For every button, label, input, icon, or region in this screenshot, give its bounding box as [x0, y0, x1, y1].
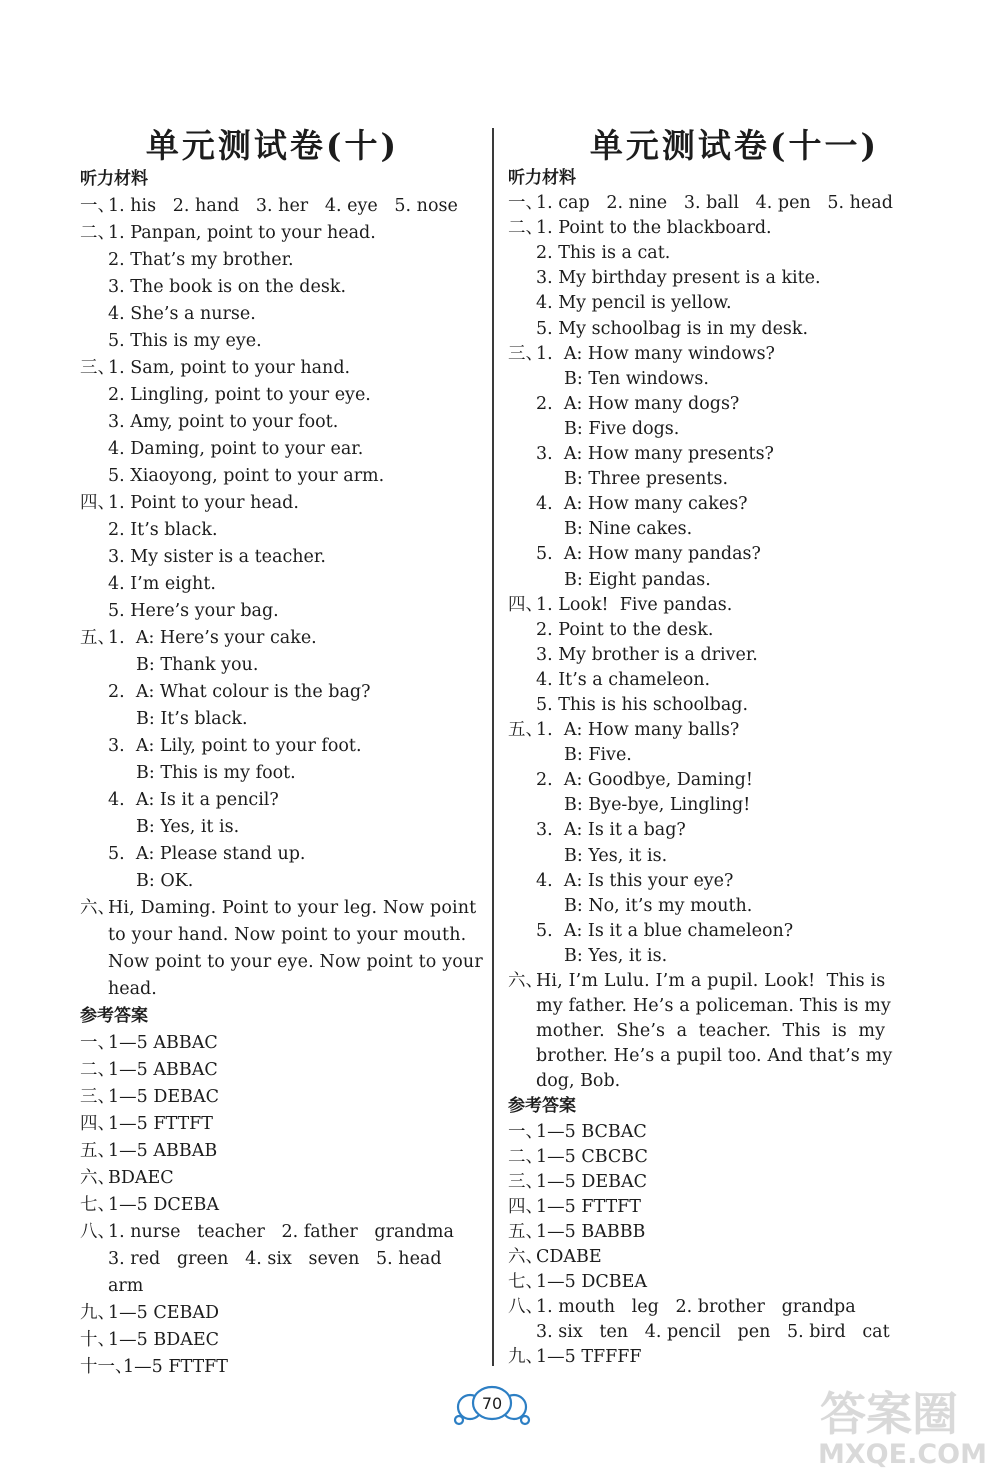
text-line: [508, 668, 913, 693]
line-text: 3. The book is on the desk.: [108, 277, 347, 297]
line-text: arm: [108, 1276, 144, 1296]
text-line: [508, 869, 913, 894]
line-text: 1—5 CBCBC: [536, 1146, 648, 1167]
text-line: [80, 598, 485, 625]
section-number: 六、: [80, 1168, 115, 1188]
line-text: 3. My brother is a driver.: [536, 644, 758, 665]
line-text: 1. A: Here’s your cake.: [108, 628, 317, 648]
line-text: to your hand. Now point to your mouth.: [108, 925, 467, 945]
line-text: 1—5 ABBAC: [108, 1033, 218, 1053]
text-line: [508, 1145, 913, 1170]
line-text: 1. Point to the blackboard.: [536, 218, 772, 239]
text-line: [80, 733, 485, 760]
line-text: brother. He’s a pupil too. And that’s my: [536, 1046, 893, 1067]
section-number: 三、: [508, 1171, 543, 1192]
answers-heading: 参考答案: [80, 1006, 148, 1026]
text-line: [508, 1295, 913, 1320]
line-text: 2. It’s black.: [108, 520, 218, 540]
line-text: 4. A: Is this your eye?: [536, 870, 734, 891]
section-number: 八、: [80, 1222, 115, 1242]
section-number: 二、: [508, 1146, 543, 1167]
line-text: B: Three presents.: [564, 469, 729, 490]
line-text: 5. A: Please stand up.: [108, 844, 306, 864]
text-line: [508, 894, 913, 919]
text-line: [80, 652, 485, 679]
watermark-url: MXQE.COM: [818, 1439, 987, 1468]
listening-material: [508, 191, 913, 1094]
line-text: B: Thank you.: [136, 655, 259, 675]
line-text: 2. A: Goodbye, Daming!: [536, 770, 753, 791]
line-text: 5. Here’s your bag.: [108, 601, 279, 621]
line-text: 3. My birthday present is a kite.: [536, 268, 821, 289]
section-number: 二、: [508, 218, 543, 239]
text-line: [508, 417, 913, 442]
section-number: 一、: [80, 1033, 115, 1053]
line-text: 2. That’s my brother.: [108, 250, 294, 270]
line-text: B: Yes, it is.: [564, 845, 668, 866]
section-number: 四、: [80, 493, 115, 513]
section-number: 一、: [80, 196, 115, 216]
text-line: [80, 976, 485, 1003]
text-line: [80, 1111, 485, 1138]
text-line: [508, 1069, 913, 1094]
line-text: BDAEC: [108, 1168, 174, 1188]
text-line: [80, 544, 485, 571]
line-text: 3. Amy, point to your foot.: [108, 412, 339, 432]
text-line: [80, 436, 485, 463]
text-line: [80, 895, 485, 922]
line-text: 1—5 FTTFT: [123, 1357, 228, 1377]
line-text: 4. A: How many cakes?: [536, 494, 748, 515]
text-line: [508, 743, 913, 768]
text-line: [80, 922, 485, 949]
text-line: [80, 1354, 485, 1381]
line-text: B: Nine cakes.: [564, 519, 693, 540]
column-divider: [492, 128, 494, 1366]
text-line: [80, 463, 485, 490]
text-line: [508, 1170, 913, 1195]
text-line: [80, 949, 485, 976]
line-text: 5. Xiaoyong, point to your arm.: [108, 466, 385, 486]
line-text: 1—5 DEBAC: [536, 1171, 648, 1192]
section-number: 七、: [508, 1272, 543, 1293]
line-text: 1. A: How many windows?: [536, 343, 775, 364]
page-number: 70: [481, 1394, 503, 1413]
text-line: [508, 593, 913, 618]
section-number: 九、: [508, 1347, 543, 1368]
section-number: 七、: [80, 1195, 115, 1215]
text-line: [80, 220, 485, 247]
text-line: [508, 969, 913, 994]
text-line: [508, 994, 913, 1019]
section-number: 四、: [80, 1114, 115, 1134]
line-text: 1—5 FTTFT: [108, 1114, 213, 1134]
section-number: 六、: [508, 971, 543, 991]
line-text: 2. Lingling, point to your eye.: [108, 385, 371, 405]
line-text: 2. Point to the desk.: [536, 619, 714, 640]
line-text: 3. My sister is a teacher.: [108, 547, 326, 567]
text-line: [508, 1044, 913, 1069]
text-line: [508, 844, 913, 869]
text-line: [80, 1138, 485, 1165]
text-line: [80, 1192, 485, 1219]
line-text: 1. A: How many balls?: [536, 720, 740, 741]
text-line: [508, 1220, 913, 1245]
text-line: [508, 1120, 913, 1145]
text-line: [508, 818, 913, 843]
line-text: my father. He’s a policeman. This is my: [536, 996, 891, 1017]
section-number: 四、: [508, 594, 543, 615]
line-text: Hi, I’m Lulu. I’m a pupil. Look! This is: [536, 971, 886, 991]
line-text: 1—5 DCEBA: [108, 1195, 220, 1215]
line-text: Hi, Daming. Point to your leg. Now point: [108, 898, 477, 918]
line-text: 1—5 ABBAB: [108, 1141, 218, 1161]
section-number: 五、: [80, 628, 115, 648]
line-text: CDABE: [536, 1247, 602, 1268]
line-text: 4. My pencil is yellow.: [536, 293, 732, 314]
line-text: mother. She’s a teacher. This is my: [536, 1021, 886, 1042]
line-text: 4. It’s a chameleon.: [536, 669, 711, 690]
text-line: [508, 693, 913, 718]
text-line: [508, 793, 913, 818]
test-title-10: 单元测试卷(十): [145, 126, 400, 165]
section-number: 一、: [508, 193, 543, 214]
section-number: 二、: [80, 223, 115, 243]
text-line: [80, 301, 485, 328]
text-line: [508, 392, 913, 417]
line-text: 3. A: How many presents?: [536, 444, 774, 465]
line-text: B: It’s black.: [136, 709, 248, 729]
text-line: [80, 355, 485, 382]
section-number: 五、: [80, 1141, 115, 1161]
line-text: 1—5 DCBEA: [536, 1272, 648, 1293]
text-line: [80, 1165, 485, 1192]
section-number: 八、: [508, 1297, 543, 1318]
text-line: [80, 814, 485, 841]
test-title-11: 单元测试卷(十一): [589, 126, 880, 165]
text-line: [80, 760, 485, 787]
text-line: [508, 1195, 913, 1220]
line-text: B: No, it’s my mouth.: [564, 895, 753, 916]
text-line: [80, 517, 485, 544]
page-number-badge: [452, 1380, 532, 1430]
text-line: [80, 787, 485, 814]
line-text: 1—5 BABBB: [536, 1221, 646, 1242]
line-text: 4. A: Is it a pencil?: [108, 790, 279, 810]
line-text: B: This is my foot.: [136, 763, 296, 783]
line-text: B: Yes, it is.: [136, 817, 240, 837]
section-number: 三、: [80, 358, 115, 378]
line-text: B: Five.: [564, 745, 632, 766]
text-line: [80, 1030, 485, 1057]
text-line: [508, 1345, 913, 1370]
text-line: [508, 342, 913, 367]
line-text: B: Bye-bye, Lingling!: [564, 795, 751, 816]
line-text: 1—5 CEBAD: [108, 1303, 220, 1323]
text-line: [508, 241, 913, 266]
line-text: 5. A: Is it a blue chameleon?: [536, 920, 794, 941]
line-text: 1. nurse teacher 2. father grandma: [108, 1222, 454, 1242]
line-text: Now point to your eye. Now point to your: [108, 952, 483, 972]
text-line: [80, 841, 485, 868]
text-line: [80, 1300, 485, 1327]
section-number: 六、: [80, 898, 115, 918]
line-text: 3. A: Is it a bag?: [536, 820, 686, 841]
line-text: 3. red green 4. six seven 5. head: [108, 1249, 442, 1269]
line-text: 4. Daming, point to your ear.: [108, 439, 364, 459]
section-number: 六、: [508, 1247, 543, 1268]
line-text: 2. A: What colour is the bag?: [108, 682, 371, 702]
text-line: [80, 247, 485, 274]
line-text: B: Five dogs.: [564, 418, 680, 439]
line-text: 5. A: How many pandas?: [536, 544, 761, 565]
text-line: [80, 706, 485, 733]
line-text: 1—5 BDAEC: [108, 1330, 220, 1350]
listening-material: [80, 193, 485, 1003]
section-number: 九、: [80, 1303, 115, 1323]
line-text: 3. A: Lily, point to your foot.: [108, 736, 362, 756]
text-line: [80, 1219, 485, 1246]
line-text: 1. Panpan, point to your head.: [108, 223, 376, 243]
watermark-logo: [806, 1380, 996, 1468]
text-line: [508, 1019, 913, 1044]
section-number: 五、: [508, 720, 543, 741]
text-line: [508, 944, 913, 969]
text-line: [80, 1327, 485, 1354]
text-line: [508, 1245, 913, 1270]
text-line: [508, 367, 913, 392]
line-text: 1. cap 2. nine 3. ball 4. pen 5. head: [536, 193, 893, 214]
text-line: [80, 409, 485, 436]
line-text: B: Eight pandas.: [564, 569, 711, 590]
answer-key: [508, 1120, 913, 1371]
line-text: B: Yes, it is.: [564, 945, 668, 966]
text-line: [508, 517, 913, 542]
line-text: 1. Sam, point to your hand.: [108, 358, 351, 378]
line-text: 1. his 2. hand 3. her 4. eye 5. nose: [108, 196, 458, 216]
section-number: 一、: [508, 1121, 543, 1142]
text-line: [80, 625, 485, 652]
text-line: [80, 1084, 485, 1111]
left-column: [80, 128, 485, 1381]
line-text: 5. This is his schoolbag.: [536, 694, 749, 715]
text-line: [80, 328, 485, 355]
line-text: dog, Bob.: [536, 1071, 621, 1092]
text-line: [508, 1270, 913, 1295]
text-line: [508, 718, 913, 743]
text-line: [80, 1246, 485, 1273]
text-line: [508, 216, 913, 241]
text-line: [80, 490, 485, 517]
text-line: [80, 382, 485, 409]
text-line: [508, 618, 913, 643]
right-column: [508, 128, 913, 1371]
section-number: 十、: [80, 1330, 115, 1350]
listening-heading: 听力材料: [508, 168, 576, 188]
text-line: [80, 571, 485, 598]
listening-heading: 听力材料: [80, 169, 148, 189]
text-line: [80, 274, 485, 301]
line-text: B: OK.: [136, 871, 194, 891]
section-number: 三、: [80, 1087, 115, 1107]
line-text: 1—5 BCBAC: [536, 1121, 647, 1142]
text-line: [80, 868, 485, 895]
line-text: 1. Point to your head.: [108, 493, 299, 513]
section-number: 五、: [508, 1221, 543, 1242]
line-text: B: Ten windows.: [564, 368, 709, 389]
line-text: 2. This is a cat.: [536, 243, 671, 264]
line-text: 2. A: How many dogs?: [536, 393, 740, 414]
line-text: head.: [108, 979, 157, 999]
line-text: 1—5 DEBAC: [108, 1087, 220, 1107]
line-text: 5. My schoolbag is in my desk.: [536, 318, 809, 339]
line-text: 1—5 ABBAC: [108, 1060, 218, 1080]
text-line: [508, 542, 913, 567]
text-line: [508, 291, 913, 316]
line-text: 3. six ten 4. pencil pen 5. bird cat: [536, 1322, 890, 1343]
text-line: [80, 1273, 485, 1300]
line-text: 1—5 FTTFT: [536, 1196, 641, 1217]
text-line: [508, 919, 913, 944]
section-number: 十一、: [80, 1357, 133, 1377]
answer-key: [80, 1030, 485, 1381]
line-text: 1. Look! Five pandas.: [536, 594, 733, 615]
text-line: [508, 568, 913, 593]
text-line: [80, 1057, 485, 1084]
section-number: 二、: [80, 1060, 115, 1080]
line-text: 4. She’s a nurse.: [108, 304, 256, 324]
text-line: [508, 643, 913, 668]
section-number: 三、: [508, 343, 543, 364]
text-line: [508, 442, 913, 467]
section-number: 四、: [508, 1196, 543, 1217]
text-line: [508, 467, 913, 492]
text-line: [508, 492, 913, 517]
watermark-logo-text: 答案圈: [820, 1387, 958, 1441]
answers-heading: 参考答案: [508, 1096, 576, 1117]
line-text: 1. mouth leg 2. brother grandpa: [536, 1297, 856, 1318]
line-text: 5. This is my eye.: [108, 331, 262, 351]
text-line: [508, 317, 913, 342]
line-text: 4. I’m eight.: [108, 574, 216, 594]
text-line: [508, 768, 913, 793]
line-text: 1—5 TFFFF: [536, 1347, 642, 1368]
text-line: [508, 1320, 913, 1345]
text-line: [80, 679, 485, 706]
text-line: [508, 266, 913, 291]
text-line: [80, 193, 485, 220]
text-line: [508, 191, 913, 216]
